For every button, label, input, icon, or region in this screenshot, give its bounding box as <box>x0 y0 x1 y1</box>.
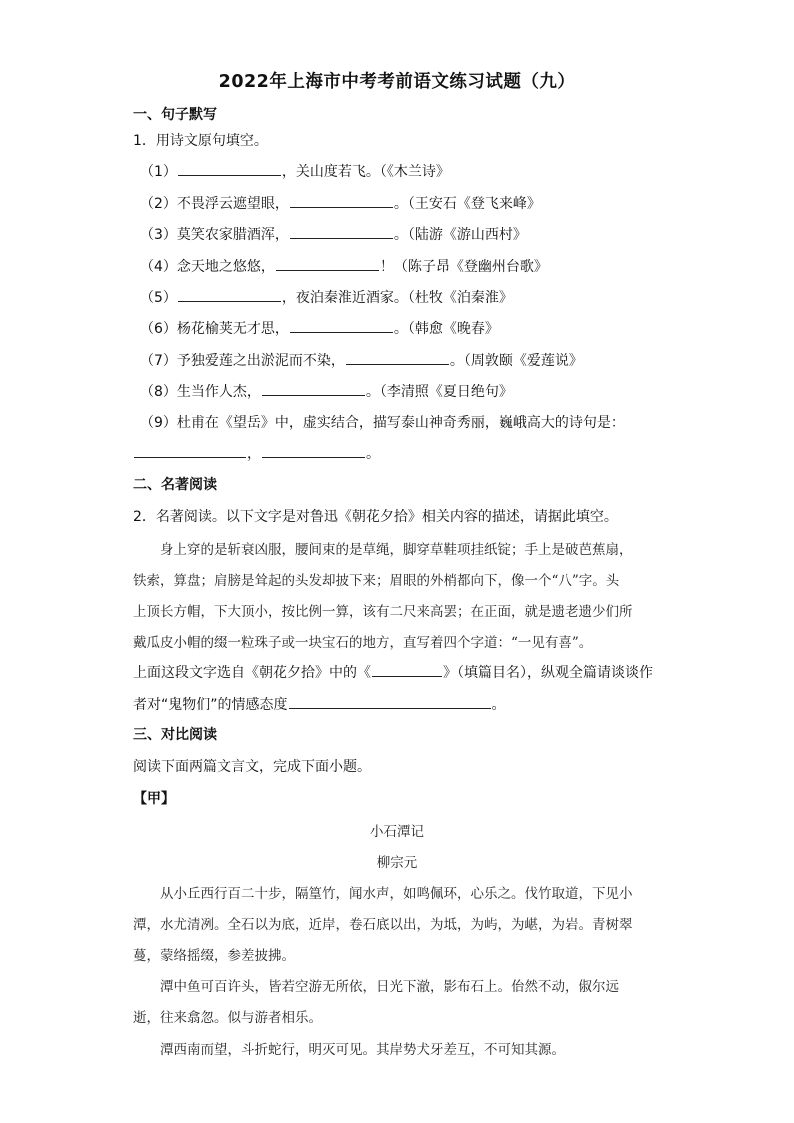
question-3-intro: 阅读下面两篇文言文，完成下面小题。 <box>133 759 371 775</box>
page-title: 2022年上海市中考考前语文练习试题（九） <box>218 72 576 92</box>
classical-text-line: 潭西南而望，斗折蛇行，明灭可见。其岸势犬牙差互，不可知其源。 <box>160 1042 565 1058</box>
fill-item-9: （9）杜甫在《望岳》中，虚实结合，描写泰山神奇秀丽，巍峨高大的诗句是： <box>140 415 625 431</box>
fill-item-suffix: 。（周敦颐《爱莲说》 <box>449 353 583 369</box>
fill-item-6 <box>140 318 499 338</box>
passage-line: 戴瓜皮小帽的缀一粒珠子或一块宝石的地方，直写着四个字道：“一见有喜”。 <box>133 635 593 651</box>
classical-text-line: 潭中鱼可百许头，皆若空游无所依，日光下澈，影布石上。佁然不动，俶尔远 <box>160 979 619 995</box>
fill-item-prefix: （4）念天地之悠悠， <box>140 259 275 275</box>
separator: ， <box>247 446 261 462</box>
fill-item-prefix: （7）予独爱莲之出淤泥而不染， <box>140 353 345 369</box>
passage-line: 铁索，算盘；肩膀是耸起的头发却披下来；眉眼的外梢都向下，像一个“八”字。头 <box>133 573 620 589</box>
fill-item-2 <box>140 193 541 213</box>
fill-item-suffix: ！（陈子昂《登幽州台歌》 <box>379 259 548 275</box>
classical-text-line: 蔓，蒙络摇缀，参差披拂。 <box>133 948 295 964</box>
question-1-stem: 1．用诗文原句填空。 <box>133 133 268 149</box>
answer-blank[interactable] <box>134 444 246 458</box>
classical-text-line: 潭，水尤清冽。全石以为底，近岸，卷石底以出，为坻，为屿，为嵁，为岩。青树翠 <box>133 917 633 933</box>
answer-blank[interactable] <box>290 319 393 333</box>
section-heading-3: 三、对比阅读 <box>133 727 217 743</box>
fill-item-4 <box>140 256 548 276</box>
fill-item-suffix: 。（李清照《夏日绝句》 <box>365 384 513 400</box>
answer-blank[interactable] <box>346 351 449 365</box>
answer-blank[interactable] <box>178 288 281 302</box>
fill-item-suffix: ，关山度若飞。（《木兰诗》 <box>281 164 450 180</box>
terminal-punct: 。 <box>366 446 380 462</box>
fill-item-prefix: （5） <box>140 290 177 306</box>
fill-item-5 <box>140 287 513 307</box>
fill-item-suffix: 。（韩愈《晚春》 <box>393 321 499 337</box>
fill-item-prefix: （6）杨花榆荚无才思， <box>140 321 289 337</box>
fill-item-suffix: 。（王安石《登飞来峰》 <box>393 196 541 212</box>
answer-blank[interactable] <box>289 695 491 709</box>
fill-item-1 <box>140 161 450 181</box>
ask-text: 上面这段文字选自《朝花夕拾》中的《 <box>133 665 371 681</box>
ask-text: 者对“鬼物们”的情感态度 <box>133 697 288 713</box>
question-2-stem: 2．名著阅读。以下文字是对鲁迅《朝花夕拾》相关内容的描述，请据此填空。 <box>133 509 618 525</box>
section-heading-2: 二、名著阅读 <box>133 477 217 493</box>
answer-blank[interactable] <box>262 444 365 458</box>
fill-item-3 <box>140 224 527 244</box>
fill-item-9-answers <box>133 443 380 463</box>
answer-blank[interactable] <box>372 663 442 677</box>
answer-blank[interactable] <box>262 382 365 396</box>
terminal-punct: 。 <box>491 697 506 713</box>
fill-item-prefix: （8）生当作人杰， <box>140 384 261 400</box>
section-heading-1: 一、句子默写 <box>133 107 217 123</box>
ask-text: 》（填篇目名），纵观全篇请谈谈作 <box>443 665 653 681</box>
answer-blank[interactable] <box>290 194 393 208</box>
fill-item-8 <box>140 381 513 401</box>
answer-blank[interactable] <box>290 225 393 239</box>
question-2-ask-2 <box>133 694 506 714</box>
fill-item-prefix: （3）莫笑农家腊酒浑， <box>140 227 289 243</box>
text-label-jia: 【甲】 <box>133 791 175 807</box>
fill-item-suffix: 。（陆游《游山西村》 <box>393 227 527 243</box>
question-2-ask-1 <box>133 662 653 682</box>
fill-item-7 <box>140 350 583 370</box>
passage-line: 身上穿的是斩衰凶服，腰间束的是草绳，脚穿草鞋项挂纸锭；手上是破芭蕉扇， <box>160 542 633 558</box>
fill-item-prefix: （1） <box>140 164 177 180</box>
fill-item-prefix: （2）不畏浮云遮望眼， <box>140 196 289 212</box>
classical-text-title: 小石潭记 <box>370 824 424 840</box>
classical-text-author: 柳宗元 <box>376 855 418 871</box>
answer-blank[interactable] <box>276 257 379 271</box>
classical-text-line: 从小丘西行百二十步，隔篁竹，闻水声，如鸣佩环，心乐之。伐竹取道，下见小 <box>160 886 633 902</box>
passage-line: 上顶长方帽，下大顶小，按比例一算，该有二尺来高罢；在正面，就是遗老遗少们所 <box>133 604 633 620</box>
fill-item-suffix: ，夜泊秦淮近酒家。（杜牧《泊秦淮》 <box>281 290 513 306</box>
classical-text-line: 逝，往来翕忽。似与游者相乐。 <box>133 1010 322 1026</box>
answer-blank[interactable] <box>178 162 281 176</box>
